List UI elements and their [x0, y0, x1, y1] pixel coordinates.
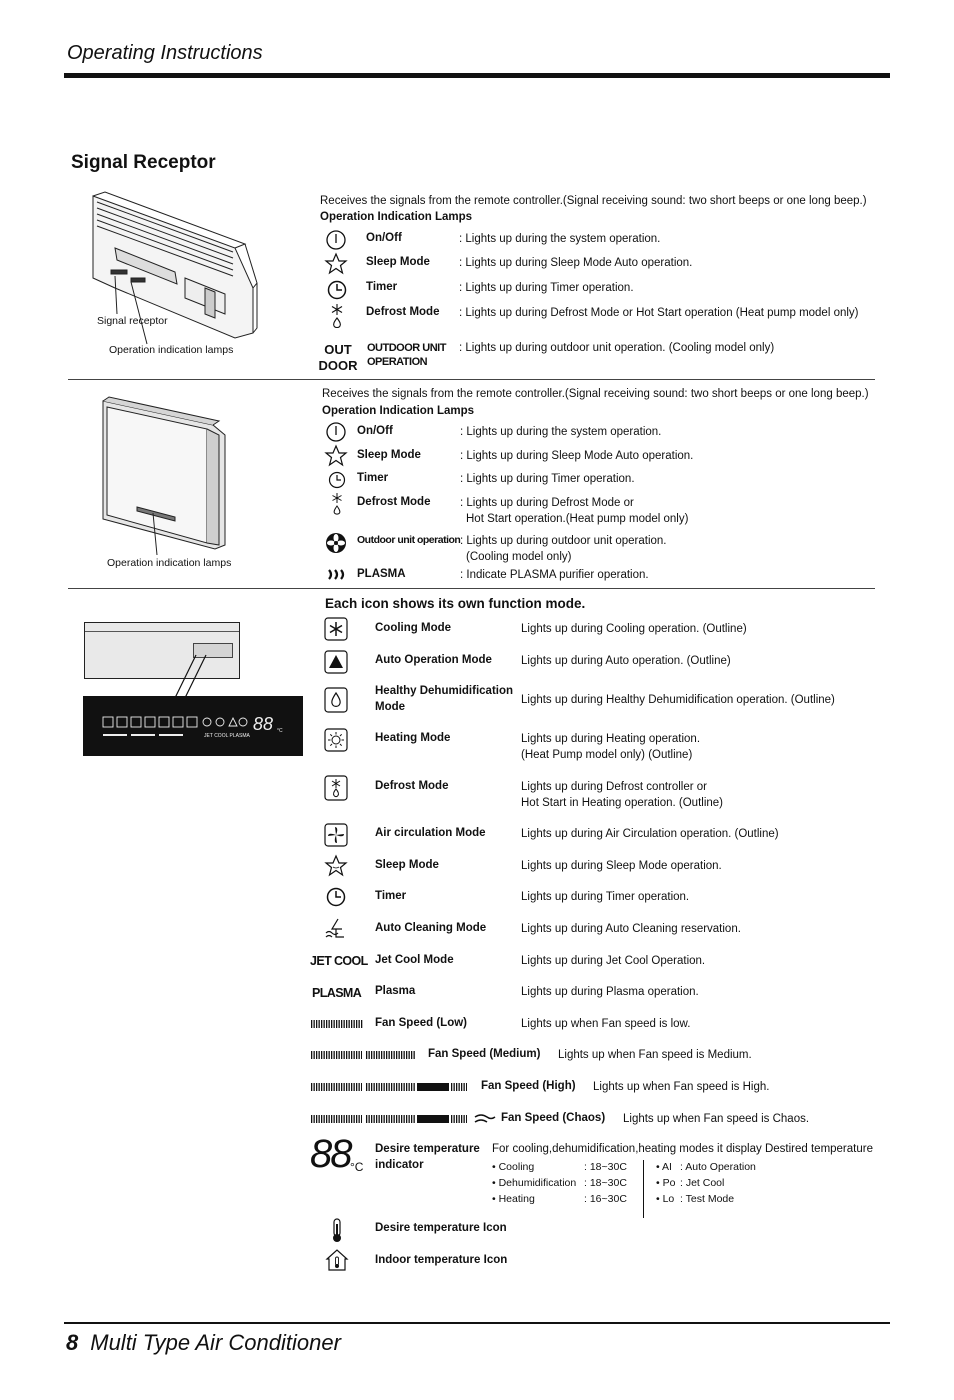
p1-label-defrost: Defrost Mode — [366, 306, 440, 318]
power-icon — [325, 229, 347, 251]
defrost-mode-icon — [324, 775, 348, 801]
p1-label-sleep: Sleep Mode — [366, 256, 430, 268]
power-icon — [325, 421, 347, 443]
p3-label-jetcool: Jet Cool Mode — [375, 954, 454, 966]
p3-desc-auto: Lights up during Auto operation. (Outline) — [521, 655, 731, 667]
thermometer-icon — [329, 1218, 345, 1244]
p3-label-autoclean: Auto Cleaning Mode — [375, 922, 487, 934]
p3-label-defrost: Defrost Mode — [375, 780, 449, 792]
divider-2 — [68, 588, 875, 589]
p3-label-fanchaos: Fan Speed (Chaos) — [501, 1112, 606, 1124]
svg-text:°C: °C — [277, 728, 283, 734]
outdoor-icon: OUT DOOR — [318, 342, 358, 373]
timer-icon — [325, 886, 347, 908]
fan-speed-medium-bars — [311, 1051, 417, 1059]
p2-desc-timer: : Lights up during Timer operation. — [460, 473, 635, 485]
p2-label-sleep: Sleep Mode — [357, 449, 421, 461]
p3-label-auto: Auto Operation Mode — [375, 654, 492, 666]
p3-label-temp-2: indicator — [375, 1159, 424, 1171]
auto-operation-icon — [324, 650, 348, 674]
panel1-subheading: Operation Indication Lamps — [320, 211, 473, 223]
auto-cleaning-icon — [324, 917, 348, 941]
air-circulation-icon — [324, 823, 348, 847]
heating-mode-icon — [324, 728, 348, 752]
p3-label-fanlow: Fan Speed (Low) — [375, 1017, 467, 1029]
p3-desc-jetcool: Lights up during Jet Cool Operation. — [521, 955, 706, 967]
code-row: • Lo : Test Mode — [656, 1193, 735, 1205]
star-icon — [324, 444, 348, 468]
p2-label-outdoor: Outdoor unit operation — [357, 534, 461, 546]
p3-desc-fanhigh: Lights up when Fan speed is High. — [593, 1081, 770, 1093]
p1-desc-sleep: : Lights up during Sleep Mode Auto operation. — [459, 257, 693, 269]
temp-digits-icon: 88 — [310, 1132, 351, 1176]
p1-label-outdoor: OUTDOOR UNIT OPERATION — [367, 342, 446, 368]
clock-icon — [326, 279, 348, 301]
star-icon — [324, 252, 348, 276]
p3-desc-sleep: Lights up during Sleep Mode operation. — [521, 860, 722, 872]
section-title: Signal Receptor — [71, 152, 216, 173]
header-rule — [64, 73, 890, 78]
p1-label-timer: Timer — [366, 281, 398, 293]
display-mode-text: JET COOL PLASMA — [204, 733, 250, 739]
p3-desc-plasma: Lights up during Plasma operation. — [521, 986, 699, 998]
p3-desc-defrost-2: Hot Start in Heating operation. (Outline) — [521, 797, 723, 809]
dehumidification-icon — [324, 687, 348, 713]
plasma-text-icon: PLASMA — [312, 986, 362, 1000]
caption-operation-lamps-2: Operation indication lamps — [107, 557, 232, 569]
p3-label-fanmedium: Fan Speed (Medium) — [428, 1048, 541, 1060]
panel2-intro: Receives the signals from the remote controller.(Signal receiving sound: two short beeps or one long beep.) — [322, 388, 869, 400]
indoor-temp-icon-label: Indoor temperature Icon — [375, 1254, 508, 1266]
fan-speed-low-bars — [311, 1020, 363, 1028]
footer — [66, 1330, 341, 1356]
p3-desc-autoclean: Lights up during Auto Cleaning reservation. — [521, 923, 741, 935]
p2-desc-defrost: : Lights up during Defrost Mode or — [460, 497, 634, 509]
p3-desc-fanlow: Lights up when Fan speed is low. — [521, 1018, 691, 1030]
temp-divider — [643, 1160, 644, 1218]
p3-label-heating: Heating Mode — [375, 732, 451, 744]
p2-desc-onoff: : Lights up during the system operation. — [460, 426, 662, 438]
desire-temp-icon-label: Desire temperature Icon — [375, 1222, 507, 1234]
p3-label-dehum-2: Mode — [375, 701, 406, 713]
p3-label-aircirc: Air circulation Mode — [375, 827, 486, 839]
panel2-subheading: Operation Indication Lamps — [322, 405, 475, 417]
temp-unit-icon: °C — [350, 1160, 364, 1174]
p1-desc-outdoor: : Lights up during outdoor unit operation. (Cooling model only) — [459, 342, 775, 354]
svg-text:88: 88 — [253, 714, 274, 734]
p3-desc-fanchaos: Lights up when Fan speed is Chaos. — [623, 1113, 810, 1125]
p3-desc-dehum: Lights up during Healthy Dehumidification operation. (Outline) — [521, 694, 835, 706]
p2-label-plasma: PLASMA — [357, 568, 406, 580]
p3-label-fanhigh: Fan Speed (High) — [481, 1080, 576, 1092]
display-panel — [83, 696, 303, 756]
p3-desc-aircirc: Lights up during Air Circulation operation. (Outline) — [521, 828, 779, 840]
page-number: 8 — [66, 1330, 79, 1355]
fan-speed-high-bars — [311, 1083, 471, 1091]
footer-rule — [64, 1322, 890, 1324]
p2-label-defrost: Defrost Mode — [357, 496, 431, 508]
p1-label-onoff: On/Off — [366, 232, 402, 244]
panel3-subheading: Each icon shows its own function mode. — [325, 596, 586, 611]
p3-desc-fanmedium: Lights up when Fan speed is Medium. — [558, 1049, 752, 1061]
p1-desc-timer: : Lights up during Timer operation. — [459, 282, 634, 294]
wall-unit-illustration — [85, 188, 260, 363]
range-row: • Heating : 16~30C — [492, 1193, 627, 1205]
p2-desc-defrost-2: Hot Start operation.(Heat pump model only) — [466, 513, 689, 525]
defrost-icon — [328, 303, 346, 329]
p3-desc-cooling: Lights up during Cooling operation. (Outline) — [521, 623, 747, 635]
clock-icon — [327, 470, 347, 490]
p2-label-onoff: On/Off — [357, 425, 393, 437]
p2-label-timer: Timer — [357, 472, 389, 484]
p2-desc-outdoor-2: (Cooling model only) — [466, 551, 572, 563]
p3-label-cooling: Cooling Mode — [375, 622, 452, 634]
indoor-temp-icon — [325, 1248, 349, 1272]
p2-desc-sleep: : Lights up during Sleep Mode Auto operation. — [460, 450, 694, 462]
p3-label-plasma: Plasma — [375, 985, 416, 997]
temp-codes — [656, 1159, 756, 1207]
p3-desc-heating: Lights up during Heating operation. — [521, 733, 701, 745]
divider-1 — [68, 379, 875, 380]
p3-label-timer: Timer — [375, 890, 407, 902]
temp-desc: For cooling,dehumidification,heating modes it display Destired temperature — [492, 1143, 873, 1155]
plasma-icon — [327, 569, 347, 580]
console-unit-illustration — [95, 395, 230, 555]
caption-operation-lamps-1: Operation indication lamps — [109, 344, 234, 356]
fan-speed-chaos-bars — [311, 1111, 496, 1127]
range-row: • Dehumidification : 18~30C — [492, 1177, 627, 1189]
code-row: • Po : Jet Cool — [656, 1177, 725, 1189]
range-row: • Cooling : 18~30C — [492, 1161, 627, 1173]
defrost-icon — [329, 492, 345, 516]
p3-desc-heating-2: (Heat Pump model only) (Outline) — [521, 749, 693, 761]
p2-desc-plasma: : Indicate PLASMA purifier operation. — [460, 569, 649, 581]
footer-title: Multi Type Air Conditioner — [90, 1330, 341, 1355]
code-row: • AI : Auto Operation — [656, 1161, 756, 1173]
fan-outdoor-icon — [325, 532, 347, 554]
cooling-mode-icon — [324, 617, 348, 641]
header-title: Operating Instructions — [67, 42, 263, 64]
panel1-intro: Receives the signals from the remote controller.(Signal receiving sound: two short beeps or one long beep.) — [320, 195, 867, 207]
p3-label-temp: Desire temperature — [375, 1143, 480, 1155]
p3-desc-timer: Lights up during Timer operation. — [521, 891, 690, 903]
p1-desc-onoff: : Lights up during the system operation. — [459, 233, 661, 245]
p3-label-dehum: Healthy Dehumidification — [375, 685, 514, 697]
jet-cool-icon: JET COOL — [310, 954, 368, 968]
p2-desc-outdoor: : Lights up during outdoor unit operation. — [460, 535, 667, 547]
temp-ranges — [492, 1159, 627, 1207]
p1-desc-defrost: : Lights up during Defrost Mode or Hot Start operation (Heat pump model only) — [459, 307, 859, 319]
sleep-mode-icon — [324, 854, 348, 878]
p3-desc-defrost: Lights up during Defrost controller or — [521, 781, 708, 793]
p3-label-sleep: Sleep Mode — [375, 859, 439, 871]
caption-signal-receptor: Signal receptor — [97, 315, 168, 327]
